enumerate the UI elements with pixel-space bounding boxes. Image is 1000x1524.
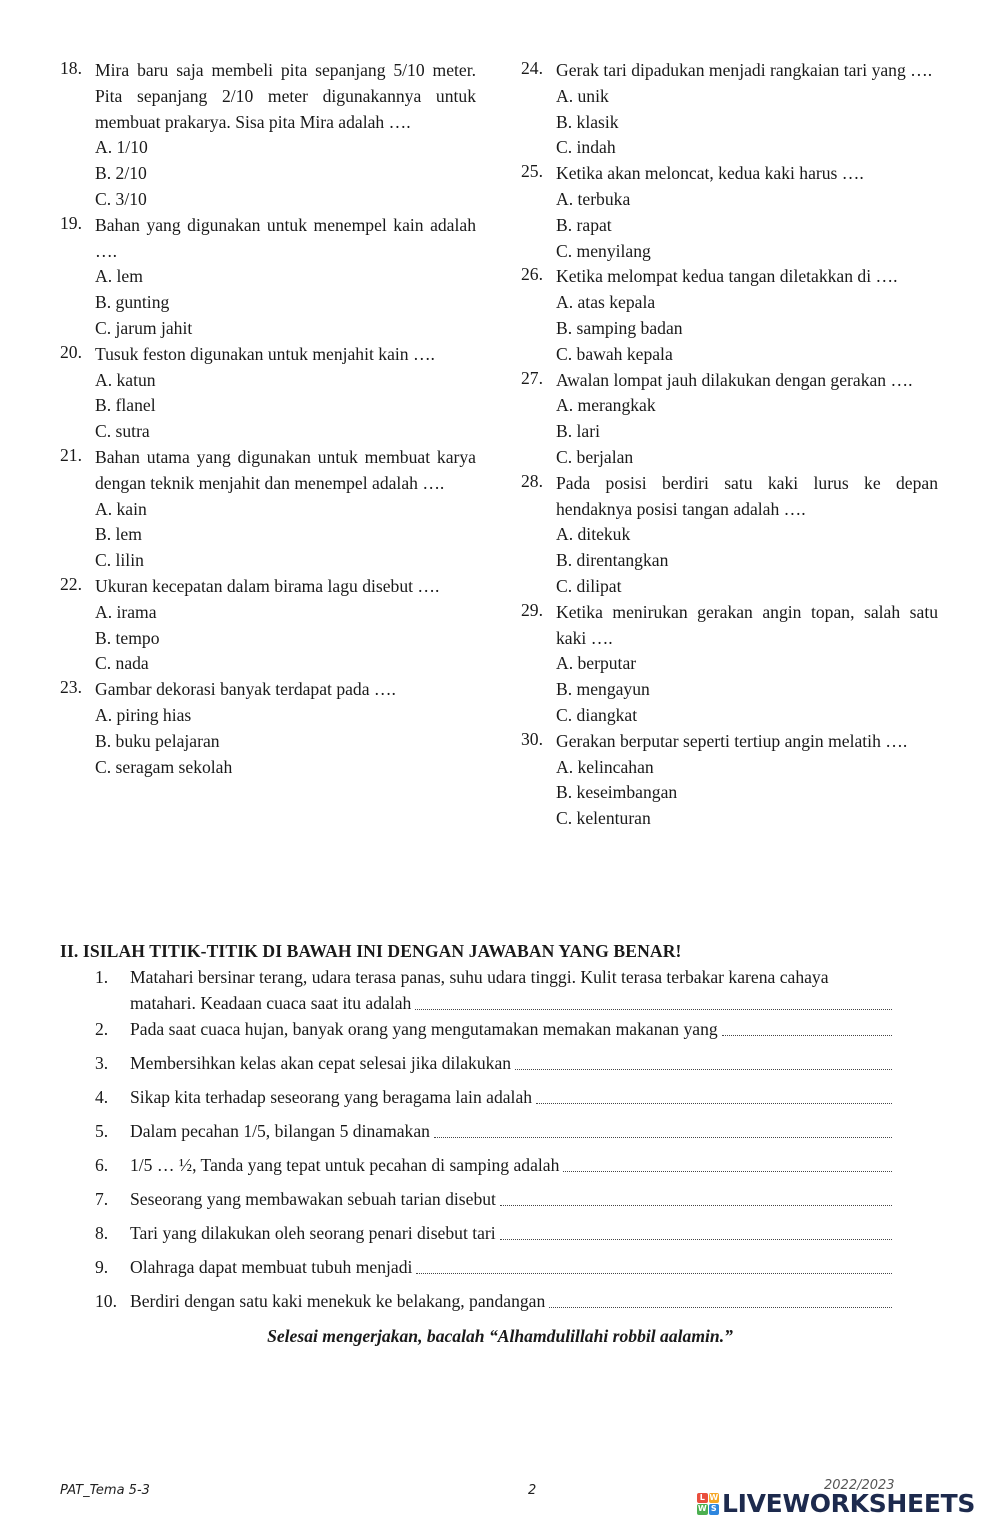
answer-option[interactable]: A. unik (556, 85, 609, 106)
question-number: 25. (521, 161, 543, 182)
answer-option[interactable]: C. bawah kepala (556, 343, 673, 364)
answer-blank[interactable] (434, 1123, 892, 1138)
question-item (521, 471, 938, 600)
answer-option[interactable]: B. 2/10 (95, 163, 147, 184)
item-text: Pada saat cuaca hujan, banyak orang yang mengutamakan memakan makanan yang (130, 1019, 718, 1039)
answer-option[interactable]: C. lilin (95, 550, 144, 571)
question-text: Ketika menirukan gerakan angin topan, salah satu kaki …. (556, 601, 938, 648)
item-text: matahari. Keadaan cuaca saat itu adalah (130, 993, 412, 1013)
answer-option[interactable]: C. 3/10 (95, 188, 147, 209)
answer-blank[interactable] (515, 1055, 892, 1070)
question-item (60, 445, 476, 574)
question-text: Ketika akan meloncat, kedua kaki harus …. (556, 163, 864, 184)
answer-option[interactable]: B. lari (556, 421, 600, 442)
answer-option[interactable]: A. terbuka (556, 188, 631, 209)
question-number: 29. (521, 599, 543, 620)
item-text: Sikap kita terhadap seseorang yang beragama lain adalah (130, 1087, 533, 1107)
item-text-line: Matahari bersinar terang, udara terasa panas, suhu udara tinggi. Kulit terasa terbakar karena cahaya (130, 967, 829, 987)
item-text: 1/5 … ½, Tanda yang tepat untuk pecahan di samping adalah (130, 1155, 560, 1175)
question-number: 18. (60, 58, 82, 78)
answer-blank[interactable] (722, 1021, 892, 1036)
question-text: Bahan yang digunakan untuk menempel kain adalah …. (95, 214, 476, 261)
item-number: 8. (95, 1223, 109, 1243)
answer-options (95, 264, 476, 341)
question-text: Pada posisi berdiri satu kaki lurus ke depan hendaknya posisi tangan adalah …. (556, 472, 938, 519)
questions-right-column (521, 58, 938, 832)
answer-blank[interactable] (500, 1191, 892, 1206)
liveworksheets-brand[interactable] (697, 1489, 975, 1518)
item-number: 7. (95, 1189, 109, 1209)
question-item (60, 574, 476, 677)
item-text: Seseorang yang membawakan sebuah tarian disebut (130, 1189, 496, 1209)
question-text: Tusuk feston digunakan untuk menjahit kain …. (95, 343, 435, 364)
item-number: 6. (95, 1155, 109, 1175)
answer-option[interactable]: C. menyilang (556, 240, 651, 261)
question-item (60, 213, 476, 342)
answer-options (95, 135, 476, 212)
question-item (521, 600, 938, 729)
fill-in-item (60, 1016, 938, 1042)
fill-in-item (60, 1186, 938, 1212)
item-text: Dalam pecahan 1/5, bilangan 5 dinamakan (130, 1121, 430, 1141)
answer-option[interactable]: B. samping badan (556, 317, 683, 338)
question-text: Awalan lompat jauh dilakukan dengan gerakan …. (556, 369, 913, 390)
answer-option[interactable]: C. berjalan (556, 446, 634, 467)
footer-page-number: 2 (528, 1483, 537, 1498)
question-number: 22. (60, 573, 82, 594)
question-number: 19. (60, 212, 82, 233)
fill-in-item (60, 1288, 938, 1314)
answer-option[interactable]: A. lem (95, 266, 143, 287)
question-number: 27. (521, 367, 543, 388)
answer-option[interactable]: A. kain (95, 498, 147, 519)
answer-option[interactable]: A. berputar (556, 653, 637, 674)
question-number: 21. (60, 444, 82, 465)
fill-in-item (60, 1050, 938, 1076)
question-item (521, 161, 938, 264)
answer-option[interactable]: C. seragam sekolah (95, 756, 233, 777)
item-number: 2. (95, 1019, 109, 1039)
question-item (60, 58, 476, 213)
answer-options (556, 84, 938, 161)
answer-options (556, 187, 938, 264)
answer-option[interactable]: B. buku pelajaran (95, 730, 220, 751)
answer-option[interactable]: C. indah (556, 137, 616, 158)
answer-option[interactable]: A. irama (95, 601, 157, 622)
fill-in-item (60, 1152, 938, 1178)
answer-option[interactable]: A. atas kepala (556, 292, 656, 313)
answer-option[interactable]: C. kelenturan (556, 808, 651, 829)
answer-options (95, 600, 476, 677)
answer-option[interactable]: B. flanel (95, 395, 156, 416)
question-item (60, 677, 476, 780)
question-text: Ketika melompat kedua tangan diletakkan di …. (556, 266, 898, 287)
logo-tile: S (709, 1504, 720, 1515)
answer-option[interactable]: B. direntangkan (556, 550, 669, 571)
answer-options (556, 651, 938, 728)
question-item (521, 264, 938, 367)
closing-note: Selesai mengerjakan, bacalah “Alhamdulillahi robbil aalamin.” (267, 1326, 733, 1346)
answer-option[interactable]: B. mengayun (556, 679, 650, 700)
item-number: 3. (95, 1053, 109, 1073)
question-item (521, 729, 938, 832)
answer-options (556, 290, 938, 367)
answer-blank[interactable] (415, 995, 892, 1010)
question-number: 20. (60, 341, 82, 362)
logo-tile: W (697, 1504, 707, 1513)
question-number: 30. (521, 728, 543, 749)
footer-doc-code: PAT_Tema 5-3 (60, 1483, 150, 1498)
question-number: 23. (60, 677, 82, 698)
question-number: 26. (521, 264, 543, 285)
answer-option[interactable]: B. tempo (95, 627, 160, 648)
question-item (60, 342, 476, 445)
item-text: Olahraga dapat membuat tubuh menjadi (130, 1257, 413, 1277)
answer-options (556, 755, 938, 832)
answer-options (556, 393, 938, 470)
item-number: 10. (95, 1291, 117, 1311)
question-text: Mira baru saja membeli pita sepanjang 5/10 meter. Pita sepanjang 2/10 meter digunakannya untuk membuat prakarya. Sisa pita Mira adalah …. (95, 60, 476, 132)
footer-school-year: 2022/2023 (824, 1478, 895, 1493)
question-text: Gerak tari dipadukan menjadi rangkaian tari yang …. (556, 60, 933, 80)
item-text: Tari yang dilakukan oleh seorang penari disebut tari (130, 1223, 496, 1243)
answer-option[interactable]: A. katun (95, 369, 156, 390)
questions-left-column (60, 58, 476, 780)
fill-in-section (60, 938, 938, 1314)
answer-options (95, 703, 476, 780)
answer-option[interactable]: A. ditekuk (556, 524, 631, 545)
item-number: 4. (95, 1087, 109, 1107)
item-number: 9. (95, 1257, 109, 1277)
answer-blank[interactable] (549, 1293, 892, 1308)
answer-option[interactable]: B. rapat (556, 214, 612, 235)
logo-tile: L (697, 1493, 708, 1504)
question-text: Gerakan berputar seperti tertiup angin melatih …. (556, 730, 908, 751)
fill-in-item (60, 1084, 938, 1110)
brand-name: LIVEWORKSHEETS (722, 1489, 976, 1518)
answer-option[interactable]: B. klasik (556, 111, 619, 132)
answer-option[interactable]: C. nada (95, 653, 149, 674)
answer-blank[interactable] (416, 1259, 892, 1274)
question-text: Ukuran kecepatan dalam birama lagu disebut …. (95, 575, 440, 596)
question-text: Gambar dekorasi banyak terdapat pada …. (95, 679, 396, 700)
fill-in-item (60, 964, 938, 1016)
answer-option[interactable]: A. kelincahan (556, 756, 654, 777)
answer-option[interactable]: C. sutra (95, 421, 150, 442)
answer-blank[interactable] (500, 1225, 892, 1240)
answer-option[interactable]: B. keseimbangan (556, 782, 678, 803)
logo-tile: W (709, 1492, 719, 1502)
answer-option[interactable]: C. diangkat (556, 704, 638, 725)
answer-option[interactable]: A. piring hias (95, 704, 192, 725)
section-title: II. ISILAH TITIK-TITIK DI BAWAH INI DENGAN JAWABAN YANG BENAR! (60, 941, 682, 961)
answer-option[interactable]: B. lem (95, 524, 142, 545)
answer-options (556, 522, 938, 599)
answer-option[interactable]: C. dilipat (556, 575, 622, 596)
item-text: Membersihkan kelas akan cepat selesai jika dilakukan (130, 1053, 512, 1073)
answer-options (95, 497, 476, 574)
question-text: Bahan utama yang digunakan untuk membuat karya dengan teknik menjahit dan menempel adalah …. (95, 446, 476, 493)
question-number: 28. (521, 470, 543, 491)
answer-option[interactable]: A. 1/10 (95, 137, 148, 158)
answer-blank[interactable] (536, 1089, 892, 1104)
question-number: 24. (521, 58, 543, 78)
answer-option[interactable]: C. jarum jahit (95, 317, 193, 338)
answer-blank[interactable] (563, 1157, 892, 1172)
answer-option[interactable]: A. merangkak (556, 395, 656, 416)
item-number: 5. (95, 1121, 109, 1141)
fill-in-list (60, 964, 938, 1314)
answer-option[interactable]: B. gunting (95, 292, 170, 313)
item-text: Berdiri dengan satu kaki menekuk ke belakang, pandangan (130, 1291, 546, 1311)
fill-in-item (60, 1220, 938, 1246)
answer-options (95, 368, 476, 445)
question-item (521, 58, 938, 161)
fill-in-item (60, 1254, 938, 1280)
fill-in-item (60, 1118, 938, 1144)
liveworksheets-logo-icon (697, 1493, 719, 1515)
item-number: 1. (95, 967, 109, 987)
question-item (521, 368, 938, 471)
